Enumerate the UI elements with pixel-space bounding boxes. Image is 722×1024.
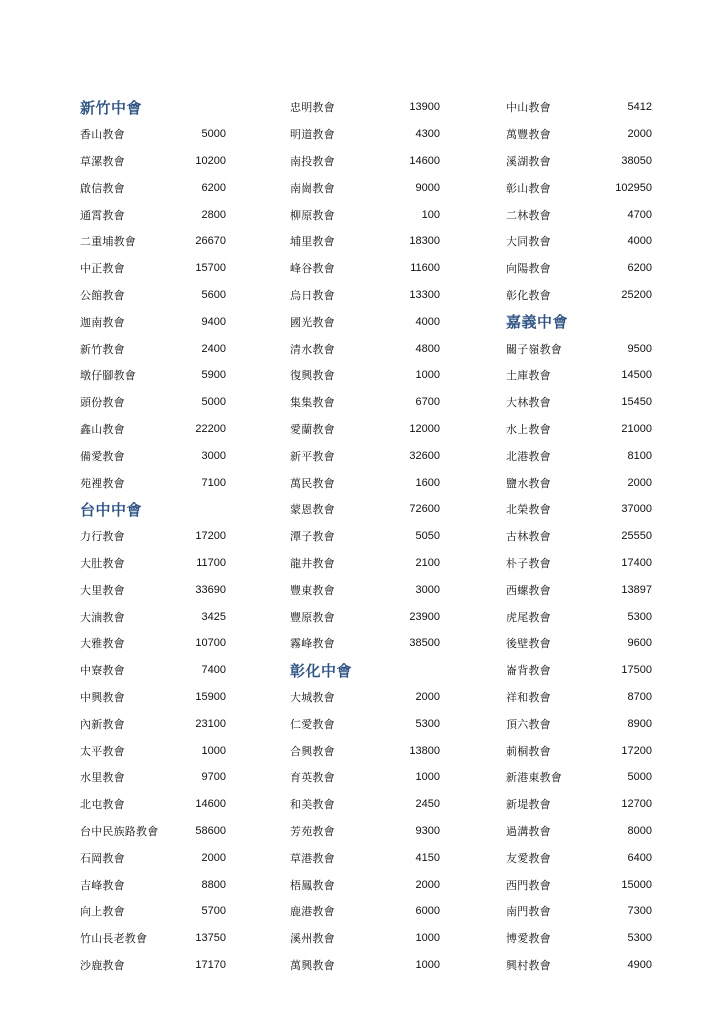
church-row	[290, 496, 440, 523]
church-name: 水里教會	[80, 771, 125, 785]
church-row	[290, 630, 440, 657]
donation-amount: 8700	[627, 690, 652, 703]
church-row	[506, 335, 652, 362]
church-row	[80, 603, 226, 630]
donation-amount: 1000	[201, 744, 226, 757]
church-name: 集集教會	[290, 396, 335, 410]
donation-amount: 9300	[415, 824, 440, 837]
donation-amount: 32600	[409, 449, 440, 462]
church-name: 北港教會	[506, 449, 551, 463]
donation-amount: 7300	[627, 905, 652, 918]
church-row	[290, 282, 440, 309]
donation-amount: 2800	[201, 208, 226, 221]
donation-amount: 9400	[201, 315, 226, 328]
presbytery-heading	[80, 94, 226, 121]
donation-amount: 23900	[409, 610, 440, 623]
church-name: 古林教會	[506, 530, 551, 544]
church-row	[506, 255, 652, 282]
church-name: 鹿港教會	[290, 905, 335, 919]
donation-amount: 11700	[196, 556, 226, 569]
church-row	[80, 469, 226, 496]
donation-amount: 8100	[627, 449, 652, 462]
church-name: 南門教會	[506, 905, 551, 919]
church-name: 南崗教會	[290, 181, 335, 195]
church-row	[290, 308, 440, 335]
church-name: 大林教會	[506, 396, 551, 410]
donation-amount: 5700	[201, 905, 226, 918]
donation-amount: 8000	[627, 824, 652, 837]
donation-amount: 5900	[201, 369, 226, 382]
church-row	[80, 416, 226, 443]
donation-amount: 15000	[621, 878, 652, 891]
church-name: 柳原教會	[290, 208, 335, 222]
church-name: 內新教會	[80, 717, 125, 731]
church-name: 萬民教會	[290, 476, 335, 490]
church-name: 水上教會	[506, 422, 551, 436]
church-name: 梧鳳教會	[290, 878, 335, 892]
church-row	[290, 764, 440, 791]
presbytery-heading	[506, 308, 652, 335]
church-row	[80, 630, 226, 657]
church-row	[506, 201, 652, 228]
church-row	[80, 201, 226, 228]
church-row	[290, 550, 440, 577]
church-name: 關子嶺教會	[506, 342, 562, 356]
donation-amount: 58600	[195, 824, 226, 837]
church-name: 朴子教會	[506, 556, 551, 570]
church-name: 忠明教會	[290, 101, 335, 115]
donation-amount: 17200	[621, 744, 652, 757]
donation-amount: 100	[421, 208, 440, 221]
church-name: 啟信教會	[80, 181, 125, 195]
donation-amount: 22200	[195, 422, 226, 435]
church-row	[80, 871, 226, 898]
church-name: 備愛教會	[80, 449, 125, 463]
donation-amount: 1000	[415, 958, 440, 971]
church-row	[290, 684, 440, 711]
church-name: 西門教會	[506, 878, 551, 892]
donation-amount: 72600	[409, 503, 440, 516]
donation-amount: 4700	[627, 208, 652, 221]
church-name: 明道教會	[290, 128, 335, 142]
church-name: 新堤教會	[506, 798, 551, 812]
church-name: 南投教會	[290, 154, 335, 168]
church-row	[80, 362, 226, 389]
church-row	[290, 121, 440, 148]
donation-amount: 38500	[409, 637, 440, 650]
church-row	[290, 603, 440, 630]
presbytery-name: 台中中會	[80, 500, 143, 519]
church-row	[80, 818, 226, 845]
church-row	[290, 389, 440, 416]
church-row	[80, 657, 226, 684]
church-name: 仁愛教會	[290, 717, 335, 731]
church-name: 龍井教會	[290, 556, 335, 570]
church-name: 萬興教會	[290, 958, 335, 972]
church-name: 北屯教會	[80, 798, 125, 812]
church-row	[80, 844, 226, 871]
church-name: 友愛教會	[506, 851, 551, 865]
church-name: 大湳教會	[80, 610, 125, 624]
church-row	[80, 925, 226, 952]
donation-amount: 1000	[415, 932, 440, 945]
church-name: 愛蘭教會	[290, 422, 335, 436]
church-row	[506, 94, 652, 121]
donation-amount: 13900	[409, 101, 440, 114]
church-name: 大里教會	[80, 583, 125, 597]
church-row	[290, 576, 440, 603]
donation-amount: 26670	[195, 235, 226, 248]
donation-amount: 9500	[627, 342, 652, 355]
column-1	[80, 94, 226, 978]
church-row	[290, 228, 440, 255]
donation-amount: 5000	[201, 128, 226, 141]
donation-amount: 5412	[627, 101, 652, 114]
church-row	[506, 416, 652, 443]
church-row	[506, 657, 652, 684]
church-row	[506, 282, 652, 309]
church-name: 芳苑教會	[290, 824, 335, 838]
donation-amount: 5300	[627, 610, 652, 623]
church-name: 博愛教會	[506, 932, 551, 946]
donation-amount: 8900	[627, 717, 652, 730]
church-row	[290, 844, 440, 871]
church-row	[506, 737, 652, 764]
donation-amount: 14500	[621, 369, 652, 382]
church-row	[290, 898, 440, 925]
church-row	[506, 469, 652, 496]
church-name: 迦南教會	[80, 315, 125, 329]
church-name: 蒙恩教會	[290, 503, 335, 517]
church-name: 二林教會	[506, 208, 551, 222]
church-name: 公館教會	[80, 288, 125, 302]
column-2	[290, 94, 440, 978]
church-row	[506, 952, 652, 979]
church-name: 香山教會	[80, 128, 125, 142]
donation-amount: 13750	[195, 932, 226, 945]
church-row	[80, 174, 226, 201]
church-row	[506, 576, 652, 603]
donation-amount: 2450	[415, 798, 440, 811]
donation-amount: 14600	[195, 798, 226, 811]
church-name: 中山教會	[506, 101, 551, 115]
church-name: 吉峰教會	[80, 878, 125, 892]
donation-amount: 2100	[415, 556, 440, 569]
church-name: 新港東教會	[506, 771, 562, 785]
donation-amount: 11600	[410, 262, 440, 275]
donation-amount: 6200	[627, 262, 652, 275]
donation-amount: 15450	[621, 396, 652, 409]
presbytery-name: 彰化中會	[290, 661, 353, 680]
donation-amount: 17170	[195, 958, 226, 971]
church-name: 新平教會	[290, 449, 335, 463]
donation-amount: 4000	[627, 235, 652, 248]
church-row	[80, 282, 226, 309]
church-row	[80, 389, 226, 416]
church-name: 過溝教會	[506, 824, 551, 838]
donation-amount: 18300	[409, 235, 440, 248]
church-row	[506, 871, 652, 898]
presbytery-heading	[80, 496, 226, 523]
church-name: 新竹教會	[80, 342, 125, 356]
donation-amount: 3000	[201, 449, 226, 462]
church-row	[80, 952, 226, 979]
donation-amount: 2000	[415, 690, 440, 703]
church-name: 竹山長老教會	[80, 932, 148, 946]
donation-amount: 2400	[201, 342, 226, 355]
donation-amount: 5050	[415, 530, 440, 543]
church-row	[290, 737, 440, 764]
church-name: 溪州教會	[290, 932, 335, 946]
church-name: 中興教會	[80, 690, 125, 704]
church-row	[506, 362, 652, 389]
church-row	[506, 791, 652, 818]
column-3	[506, 94, 652, 978]
church-row	[80, 710, 226, 737]
church-row	[506, 174, 652, 201]
donation-amount: 4300	[415, 128, 440, 141]
church-name: 二重埔教會	[80, 235, 136, 249]
church-name: 興村教會	[506, 958, 551, 972]
church-name: 潭子教會	[290, 530, 335, 544]
church-name: 峰谷教會	[290, 262, 335, 276]
church-row	[80, 791, 226, 818]
church-row	[290, 818, 440, 845]
church-row	[506, 925, 652, 952]
church-row	[80, 898, 226, 925]
church-name: 墩仔腳教會	[80, 369, 136, 383]
donation-amount: 37000	[621, 503, 652, 516]
church-row	[506, 684, 652, 711]
donation-amount: 17200	[195, 530, 226, 543]
church-row	[290, 362, 440, 389]
church-row	[290, 148, 440, 175]
donation-amount: 25200	[621, 288, 652, 301]
church-row	[80, 523, 226, 550]
donation-amount: 2000	[627, 128, 652, 141]
donation-amount: 6200	[201, 181, 226, 194]
donation-amount: 4900	[627, 958, 652, 971]
donation-amount: 1000	[415, 369, 440, 382]
church-row	[80, 442, 226, 469]
donation-amount: 7400	[201, 664, 226, 677]
donation-amount: 9000	[415, 181, 440, 194]
church-name: 苑裡教會	[80, 476, 125, 490]
church-row	[290, 925, 440, 952]
donation-amount: 10200	[195, 154, 226, 167]
donation-amount: 12000	[409, 422, 440, 435]
donation-amount: 25550	[621, 530, 652, 543]
church-name: 後壁教會	[506, 637, 551, 651]
church-name: 太平教會	[80, 744, 125, 758]
church-row	[80, 121, 226, 148]
church-name: 中寮教會	[80, 664, 125, 678]
church-name: 合興教會	[290, 744, 335, 758]
church-name: 沙鹿教會	[80, 958, 125, 972]
church-row	[290, 94, 440, 121]
church-row	[506, 844, 652, 871]
donation-amount: 1000	[415, 771, 440, 784]
church-name: 土庫教會	[506, 369, 551, 383]
church-row	[506, 148, 652, 175]
donation-amount: 6400	[627, 851, 652, 864]
church-row	[506, 550, 652, 577]
church-name: 鑫山教會	[80, 422, 125, 436]
donation-amount: 6700	[415, 396, 440, 409]
donation-amount: 7100	[201, 476, 226, 489]
church-row	[506, 630, 652, 657]
donation-amount: 15700	[195, 262, 226, 275]
donation-amount: 4000	[415, 315, 440, 328]
donation-amount: 4800	[415, 342, 440, 355]
donation-amount: 2000	[201, 851, 226, 864]
church-row	[80, 335, 226, 362]
church-row	[290, 442, 440, 469]
church-row	[290, 201, 440, 228]
church-row	[506, 818, 652, 845]
donation-amount: 5000	[201, 396, 226, 409]
church-row	[290, 174, 440, 201]
donation-amount: 17400	[621, 556, 652, 569]
donation-amount: 14600	[409, 154, 440, 167]
church-name: 鹽水教會	[506, 476, 551, 490]
church-name: 通霄教會	[80, 208, 125, 222]
church-row	[80, 550, 226, 577]
church-name: 草漯教會	[80, 154, 125, 168]
church-row	[506, 121, 652, 148]
church-row	[506, 523, 652, 550]
church-name: 埔里教會	[290, 235, 335, 249]
church-name: 石岡教會	[80, 851, 125, 865]
donation-amount: 23100	[195, 717, 226, 730]
church-row	[506, 496, 652, 523]
church-row	[80, 308, 226, 335]
church-name: 中正教會	[80, 262, 125, 276]
church-name: 大肚教會	[80, 556, 125, 570]
church-name: 西螺教會	[506, 583, 551, 597]
church-row	[290, 416, 440, 443]
donation-amount: 9700	[201, 771, 226, 784]
donation-amount: 9600	[627, 637, 652, 650]
church-row	[506, 442, 652, 469]
church-name: 北榮教會	[506, 503, 551, 517]
donation-amount: 17500	[621, 664, 652, 677]
church-name: 豐原教會	[290, 610, 335, 624]
church-row	[506, 603, 652, 630]
donation-amount: 13300	[409, 288, 440, 301]
church-name: 向上教會	[80, 905, 125, 919]
presbytery-name: 新竹中會	[80, 98, 143, 117]
church-row	[80, 148, 226, 175]
church-name: 台中民族路教會	[80, 824, 159, 838]
donation-amount: 4150	[415, 851, 440, 864]
donation-amount: 38050	[621, 154, 652, 167]
church-name: 虎尾教會	[506, 610, 551, 624]
church-name: 向陽教會	[506, 262, 551, 276]
church-row	[506, 764, 652, 791]
church-name: 彰化教會	[506, 288, 551, 302]
donation-amount: 5600	[201, 288, 226, 301]
donation-amount: 5300	[415, 717, 440, 730]
church-row	[290, 255, 440, 282]
church-row	[80, 737, 226, 764]
church-name: 溪湖教會	[506, 154, 551, 168]
church-name: 育英教會	[290, 771, 335, 785]
church-name: 大雅教會	[80, 637, 125, 651]
church-row	[290, 871, 440, 898]
church-row	[506, 389, 652, 416]
donation-amount: 3000	[415, 583, 440, 596]
church-row	[80, 764, 226, 791]
church-row	[506, 228, 652, 255]
church-name: 草港教會	[290, 851, 335, 865]
church-name: 彰山教會	[506, 181, 551, 195]
church-row	[80, 255, 226, 282]
church-row	[290, 710, 440, 737]
church-name: 清水教會	[290, 342, 335, 356]
church-row	[290, 469, 440, 496]
church-name: 祥和教會	[506, 690, 551, 704]
church-name: 豐東教會	[290, 583, 335, 597]
donation-amount: 15900	[195, 690, 226, 703]
donation-amount: 12700	[621, 798, 652, 811]
church-row	[80, 576, 226, 603]
donation-amount: 21000	[621, 422, 652, 435]
church-row	[506, 710, 652, 737]
church-name: 莿桐教會	[506, 744, 551, 758]
church-name: 頭份教會	[80, 396, 125, 410]
church-name: 大同教會	[506, 235, 551, 249]
church-name: 和美教會	[290, 798, 335, 812]
church-row	[290, 335, 440, 362]
church-row	[80, 228, 226, 255]
donation-amount: 33690	[195, 583, 226, 596]
donation-amount: 3425	[201, 610, 226, 623]
donation-amount: 8800	[201, 878, 226, 891]
donation-amount: 13800	[409, 744, 440, 757]
donation-amount: 1600	[415, 476, 440, 489]
church-row	[290, 791, 440, 818]
church-row	[506, 898, 652, 925]
church-name: 霧峰教會	[290, 637, 335, 651]
donation-amount: 10700	[195, 637, 226, 650]
church-row	[290, 952, 440, 979]
church-name: 頂六教會	[506, 717, 551, 731]
church-name: 烏日教會	[290, 288, 335, 302]
church-row	[290, 523, 440, 550]
donation-amount: 2000	[415, 878, 440, 891]
donation-amount: 2000	[627, 476, 652, 489]
church-name: 復興教會	[290, 369, 335, 383]
church-name: 萬豐教會	[506, 128, 551, 142]
donation-amount: 6000	[415, 905, 440, 918]
church-row	[80, 684, 226, 711]
church-name: 崙背教會	[506, 664, 551, 678]
church-name: 力行教會	[80, 530, 125, 544]
church-name: 大城教會	[290, 690, 335, 704]
donation-amount: 5300	[627, 932, 652, 945]
presbytery-name: 嘉義中會	[506, 313, 569, 332]
church-name: 國光教會	[290, 315, 335, 329]
presbytery-heading	[290, 657, 440, 684]
donation-amount: 13897	[621, 583, 652, 596]
donation-amount: 5000	[627, 771, 652, 784]
donation-amount: 102950	[615, 181, 652, 194]
